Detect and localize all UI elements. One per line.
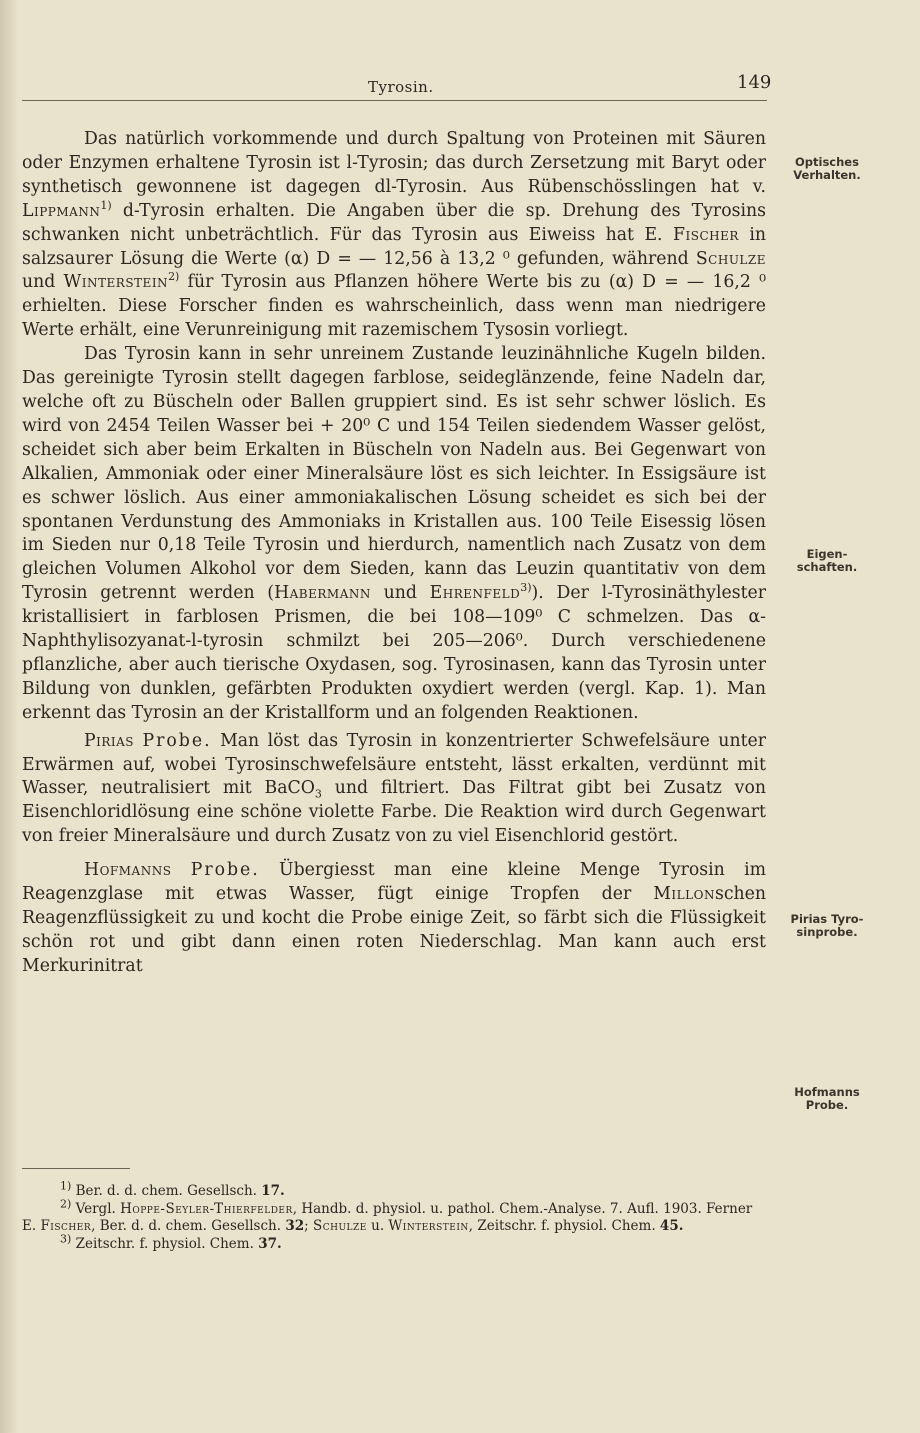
body-text [22,128,766,979]
footnote-rule [22,1168,130,1169]
footnotes [22,1179,766,1253]
author-name: Fischer [673,224,739,245]
footnote-3: $^{3)}$ Zeitschr. f. physiol. Chem. 37. [60,1232,282,1252]
paragraph-pirias-test: Pirias Probe. Man löst das Tyrosin in konzentrierter Schwefelsäure unter Erwärmen auf, wobei Tyrosinschwefelsäure entsteht, lässt erkalten, verdünnt mit Wasser, neutralisiert mit BaCO$_3$ und filtriert. Das Filtrat gibt bei Zusatz von Eisenchloridlösung eine schöne violette Farbe. Die Reaktion wird durch Gegenwart von freier Mineralsäure und durch Zusatz von zu viel Eisenchlorid gestört. [22,730,767,847]
author-name: Schulze [695,248,766,269]
page-number: 149 [737,72,772,93]
margin-note-optical: Optisches Verhalten. [793,155,861,182]
paragraph-properties: Das Tyrosin kann in sehr unreinem Zustande leuzinähnliche Kugeln bilden. Das gereinigte Tyrosin stellt dagegen farblose, seideglänzende, feine Nadeln dar, welche oft zu Büscheln oder Ballen gruppiert sind. Es ist sehr schwer löslich. Es wird von 2454 Teilen Wasser bei + 20⁰ C und 154 Teilen siedendem Wasser gelöst, scheidet sich aber beim Erkalten in Büscheln von Nadeln aus. Bei Gegenwart von Alkalien, Ammoniak oder einer Mineralsäure löst es sich leichter. In Essigsäure ist es schwer löslich. Aus einer ammoniakalischen Lösung scheidet es sich bei der spontanen Verdunstung des Ammoniaks in Kristallen aus. 100 Teile Eisessig lösen im Sieden nur 0,18 Teile Tyrosin und hierdurch, namentlich nach Zusatz von dem gleichen Volumen Alkohol vor dem Sieden, kann das Leuzin quantitativ von dem Tyrosin getrennt werden (Habermann und Ehrenfeld$^{3)}$). Der l-Tyrosinäthylester kristallisiert in farblosen Prismen, die bei 108—109⁰ C schmelzen. Das α-Naphthylisozyanat-l-tyrosin schmilzt bei 205—206⁰. Durch verschiedenene pflanzliche, aber auch tierische Oxydasen, sog. Tyrosinasen, kann das Tyrosin unter Bildung von dunklen, gefärbten Produkten oxydiert werden (vergl. Kap. 1). Man erkennt das Tyrosin an der Kristallform und an folgenden Reaktionen. [22,344,767,723]
author-name: Lippmann [22,200,101,221]
test-label: Probe. [142,730,212,751]
margin-note-pirias: Pirias Tyro-sinprobe. [790,912,864,939]
footnote-ref: 3) [520,581,532,595]
test-label: Probe. [190,860,260,881]
paragraph-rotation: Das natürlich vorkommende und durch Spaltung von Proteinen mit Säuren oder Enzymen erhaltene Tyrosin ist l-Tyrosin; das durch Zersetzung mit Baryt oder synthetisch gewonnene ist dagegen dl-Tyrosin. Aus Rübenschösslingen hat v. Lippmann$^{1)}$ d-Tyrosin erhalten. Die Angaben über die sp. Drehung des Tyrosins schwanken nicht unbeträchtlich. Für das Tyrosin aus Eiweiss hat E. Fischer in salzsaurer Lösung die Werte (α) D = — 12,56 à 13,2 ⁰ gefunden, während Schulze und Winterstein$^{2)}$ für Tyrosin aus Pflanzen höhere Werte bis zu (α) D = — 16,2 ⁰ erhielten. Diese Forscher finden es wahrscheinlich, dass wenn man niedrigere Werte erhält, eine Verunreinigung mit razemischem Tysosin vorliegt. [22,129,767,341]
margin-note-hofmann: Hofmanns Probe. [794,1085,860,1112]
margin-note-properties: Eigen-schaften. [796,547,858,574]
footnote-ref: 2) [168,270,180,284]
author-name: Pirias [84,730,135,751]
running-title: Tyrosin. [368,78,434,96]
author-name: Winterstein [63,272,169,293]
header-rule [22,100,767,101]
author-name: Habermann [274,583,371,604]
footnote-1: $^{1)}$ Ber. d. d. chem. Gesellsch. 17. [60,1179,285,1199]
footnote-2: $^{2)}$ Vergl. Hoppe-Seyler-Thierfelder, Handb. d. physiol. u. pathol. Chem.-Analyse. 7. Aufl. 1903. Ferner E. Fischer, Ber. d. d. chem. Gesellsch. 32; Schulze u. Winterstein, Zeitschr. f. physiol. Chem. 45. [22,1197,753,1234]
page-gutter-shadow [0,0,18,1433]
paragraph-hofmann-test: Hofmanns Probe. Übergiesst man eine kleine Menge Tyrosin im Reagenzglase mit etwas Wasser, fügt einige Tropfen der Millonschen Reagenzflüssigkeit zu und kocht die Probe einige Zeit, so färbt sich die Flüssigkeit schön rot und gibt dann einen roten Niederschlag. Man kann auch erst Merkurinitrat [22,860,766,976]
author-name: Hofmanns [84,860,172,881]
author-name: Millon [653,884,715,905]
footnote-ref: 1) [100,198,112,212]
author-name: Ehrenfeld [429,583,521,604]
